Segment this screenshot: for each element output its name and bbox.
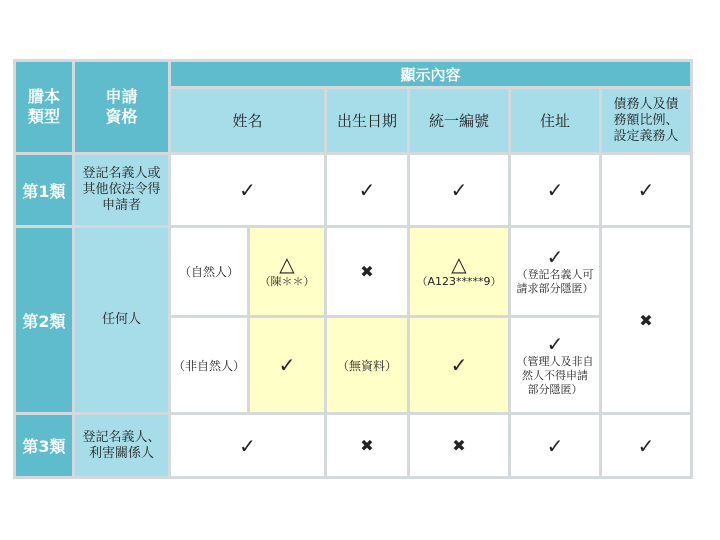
category-3: 第3類 — [16, 415, 72, 476]
cross-icon: ✖ — [360, 261, 374, 281]
header-display-content: 顯示內容 — [171, 62, 690, 86]
check-icon: ✓ — [637, 433, 655, 458]
cell-r3-debtor — [602, 415, 690, 476]
cell-r3-name — [171, 415, 324, 476]
triangle-icon: △ — [451, 252, 467, 277]
cell-r3-id — [410, 415, 508, 476]
masked-name: （陳＊＊） — [259, 275, 315, 289]
col-name: 姓名 — [171, 89, 324, 152]
check-icon: ✓ — [239, 433, 256, 458]
check-icon: ✓ — [546, 433, 564, 458]
cell-r1-address — [511, 155, 599, 225]
cell-r2a-id — [410, 228, 508, 315]
cell-r2a-address — [511, 228, 599, 315]
triangle-icon: △ — [279, 252, 295, 277]
category-2: 第2類 — [16, 228, 72, 412]
check-icon: ✓ — [546, 178, 564, 203]
cell-r2-debtor — [602, 228, 690, 412]
col-address: 住址 — [511, 89, 599, 152]
cell-r2b-birth: （無資料） — [327, 318, 407, 412]
check-icon: ✓ — [637, 178, 655, 203]
cross-icon: ✖ — [452, 436, 466, 456]
cell-r2b-address — [511, 318, 599, 412]
cross-icon: ✖ — [360, 436, 374, 456]
check-icon: ✓ — [278, 353, 296, 378]
cell-r2b-name — [250, 318, 324, 412]
cell-r2a-name — [250, 228, 324, 315]
col-birth-date: 出生日期 — [327, 89, 407, 152]
check-icon: ✓ — [450, 353, 468, 378]
check-icon: ✓ — [546, 332, 564, 357]
qualification-3: 登記名義人、 利害關係人 — [75, 415, 168, 476]
cell-r1-birth — [327, 155, 407, 225]
check-icon: ✓ — [450, 178, 468, 203]
qualification-1: 登記名義人或 其他依法令得 申請者 — [75, 155, 168, 225]
col-id-number: 統一編號 — [410, 89, 508, 152]
category-1: 第1類 — [16, 155, 72, 225]
cell-r2b-id — [410, 318, 508, 412]
masked-id: （A123*****9） — [416, 275, 502, 289]
transcript-display-table — [13, 59, 693, 479]
subtype-non-natural-person: （非自然人） — [171, 318, 247, 412]
cross-icon: ✖ — [639, 310, 653, 330]
check-icon: ✓ — [239, 178, 256, 203]
address-note-natural: （登記名義人可 請求部分隱匿） — [516, 268, 594, 296]
cell-r1-id — [410, 155, 508, 225]
qualification-2: 任何人 — [75, 228, 168, 412]
col-debtor-info: 債務人及債 務額比例、 設定義務人 — [602, 89, 690, 152]
address-note-non-natural: （管理人及非自 然人不得申請 部分隱匿） — [516, 355, 594, 397]
check-icon: ✓ — [358, 178, 376, 203]
cell-r3-address — [511, 415, 599, 476]
header-qualification: 申請 資格 — [75, 62, 168, 152]
cell-r1-name — [171, 155, 324, 225]
subtype-natural-person: （自然人） — [171, 228, 247, 315]
cell-r1-debtor — [602, 155, 690, 225]
cell-r3-birth — [327, 415, 407, 476]
cell-r2a-birth — [327, 228, 407, 315]
check-icon: ✓ — [546, 245, 564, 270]
header-transcript-type: 謄本 類型 — [16, 62, 72, 152]
